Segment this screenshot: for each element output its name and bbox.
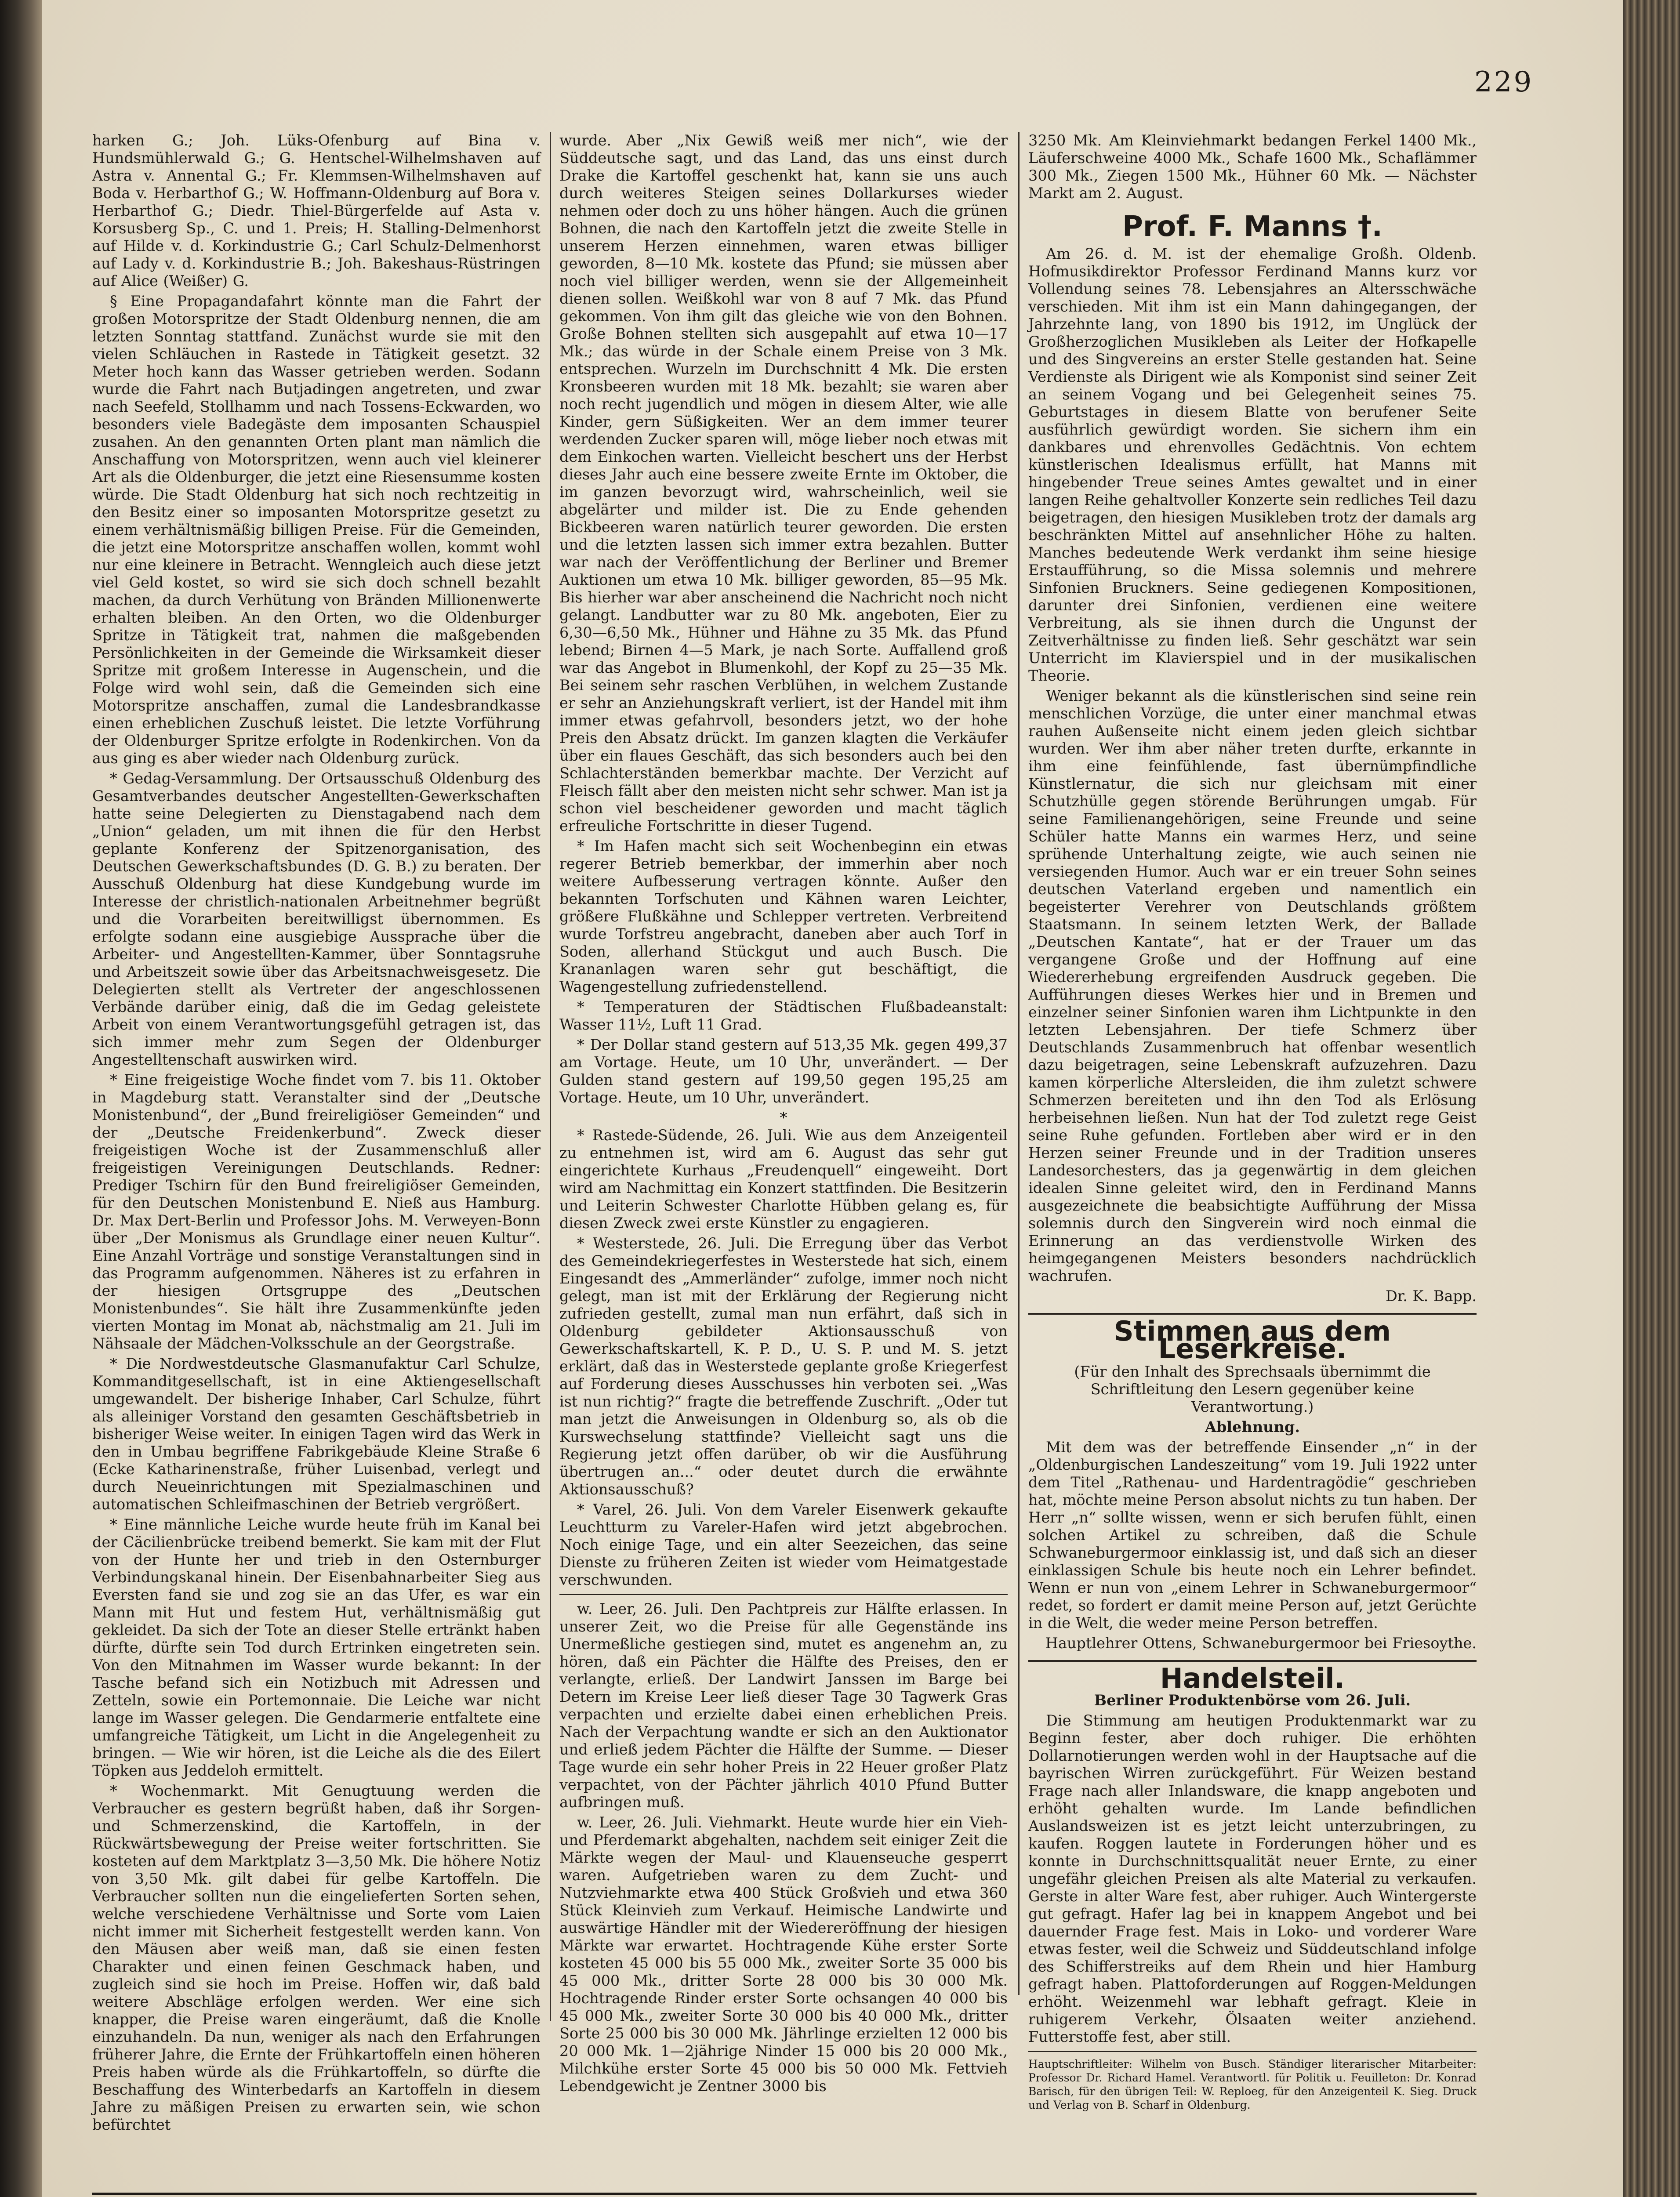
article-temperatures: * Temperaturen der Städtischen Flußbadeanstalt: Wasser 11½, Luft 11 Grad. (559, 998, 1008, 1033)
book-page-edges (1623, 0, 1680, 2197)
readers-letter-text: Mit dem was der betreffende Einsender „n“ in der „Oldenburgischen Landeszeitung“ vom 19. Juli 1922 unter dem Titel „Rathenau- und Hardentragödie“ geschrieben hat, möchte meine Person absolut nichts zu tun haben. Der Herr „n“ sollte wissen, wenn er sich berufen fühlt, einen solchen Artikel zu schreiben, daß die Schule Schwaneburgermoor einklassig ist, und daß sich an dieser einklassigen Schule bis heute noch ein Lehrer befindet. Wenn er nun von „einem Lehrer in Schwaneburgermoor“ redet, so fordert er damit meine Person auf, jetzt Gerüchte in die Welt, die weder meine Person betreffen. (1028, 1439, 1477, 1631)
article-varel: * Varel, 26. Juli. Von dem Vareler Eisenwerk gekaufte Leuchtturm zu Vareler-Hafen wird jetzt abgebrochen. Noch einige Tage, und ein alter Seezeichen, das seine Dienste zu früheren Zeiten ist wieder vom Heimatgestade verschwunden. (559, 1501, 1008, 1588)
article-harbour: * Im Hafen macht sich seit Wochenbeginn ein etwas regerer Betrieb bemerkbar, der immerhin aber noch weitere Aufbesserung vertragen könnte. Außer den bekannten Torfschuten und Kähnen waren Leichter, größere Flußkähne und Schlepper vertreten. Verbreitend wurde Torfstreu angebracht, daneben aber auch Torf in Soden, allerhand Stückgut und auch Busch. Die Krananlagen waren sehr gut beschäftigt, die Wagengestellung zufriedenstellend. (559, 837, 1008, 995)
article-leer-cattle-market: w. Leer, 26. Juli. Viehmarkt. Heute wurde hier ein Vieh- und Pferdemarkt abgehalten, nachdem seit einiger Zeit die Märkte wegen der Maul- und Klauenseuche gesperrt waren. Aufgetrieben waren zu dem Zucht- und Nutzviehmarkte etwa 400 Stück Großvieh und etwa 360 Stück Kleinvieh zum Verkauf. Heimische Landwirte und auswärtige Händler mit der Wiedereröffnung der hiesigen Märkte war erwartet. Hochtragende Kühe erster Sorte kosteten 45 000 bis 55 000 Mk., zweiter Sorte 35 000 bis 45 000 Mk., dritter Sorte 28 000 bis 30 000 Mk. Hochtragende Rinder erster Sorte ochsangen 40 000 bis 45 000 Mk., zweiter Sorte 30 000 bis 40 000 Mk., dritter Sorte 25 000 bis 30 000 Mk. Jährlinge erzielten 12 000 bis 20 000 Mk. 1—2jährige Ninder 15 000 bis 20 000 Mk., Milchkühe erster Sorte 45 000 bis 50 000 Mk. Fettvieh Lebendgewicht je Zentner 3000 bis (559, 1814, 1008, 2095)
imprint: Hauptschriftleiter: Wilhelm von Busch. Ständiger literarischer Mitarbeiter: Professor Dr. Richard Hamel. Verantwortl. für Politik u. Feuilleton: Dr. Konrad Barisch, für den übrigen Teil: W. Reploeg, für den Anzeigenteil K. Sieg. Druck und Verlag von B. Scharf in Oldenburg. (1028, 2058, 1477, 2111)
book-binding-left (0, 0, 42, 2197)
column-rule-1 (550, 132, 551, 2021)
article-weekly-market: * Wochenmarkt. Mit Genugtuung werden die Verbraucher es gestern begrüßt haben, daß ihr Sorgen- und Schmerzenskind, die Kartoffeln, in der Rückwärtsbewegung der Preise weiter fortschritten. Sie kosteten auf dem Marktplatz 3—3,50 Mk. Die höhere Notiz von 3,50 Mk. gilt dabei für gelbe Kartoffeln. Die Verbraucher sollten nun die eingelieferten Sorten sehen, welche verschiedene Verhältnisse und Sorte vom Laien nicht immer mit Sicherheit festgestellt werden kann. Von den Mäusen aber weiß man, daß sie einen festen Charakter und einen feinen Geschmack haben, und zugleich sind sie hoch im Preise. Hoffen wir, daß bald weitere Abschläge erfolgen werden. Wer eine sich knapper, die Preise waren eingeräumt, daß die Knolle einzuhandeln. Da nun, weniger als nach den Erfahrungen früherer Jahre, die Ernte der Frühkartoffeln einen höheren Preis haben würde als die Frühkartoffeln, so dürfte die Beschaffung des Winterbedarfs an Kartoffeln in diesem Jahre zu mäßigen Preisen zu erwarten sein, wie schon befürchtet (92, 1782, 541, 2133)
readers-letter-signature: Hauptlehrer Ottens, Schwaneburgermoor bei Friesoythe. (1045, 1635, 1477, 1652)
column-3 (1028, 132, 1477, 2111)
obituary-signature: Dr. K. Bapp. (1386, 1287, 1477, 1305)
column-1 (92, 132, 541, 2133)
article-market-continued: wurde. Aber „Nix Gewiß weiß mer nich“, wie der Süddeutsche sagt, und das Land, das uns einst durch Drake die Kartoffel geschenkt hat, kann sie uns auch durch weiteres Steigen seines Dollarkurses wieder nehmen oder doch zu uns höher hängen. Auch die grünen Bohnen, die nach den Kartoffeln jetzt die zweite Stelle in unserem Herzen einnehmen, waren etwas billiger geworden, 8—10 Mk. kostete das Pfund; sie müssen aber noch viel billiger werden, wenn sie der Allgemeinheit dienen sollen. Weißkohl war von 8 auf 7 Mk. das Pfund gekommen. Von ihm gilt das gleiche wie von den Bohnen. Große Bohnen stellten sich ausgepahlt auf etwa 10—17 Mk.; das würde in der Schale einem Preise von 3 Mk. entsprechen. Wurzeln im Durchschnitt 4 Mk. Die ersten Kronsbeeren wurden mit 18 Mk. bezahlt; sie waren aber noch recht jugendlich und mögen in diesem Alter, wie alle Kinder, gern Süßigkeiten. Wer an dem immer teurer werdenden Zucker sparen will, möge lieber noch etwas mit dem Einkochen warten. Vielleicht beschert uns der Herbst dieses Jahr auch eine bessere zweite Ernte im Oktober, die im ganzen bevorzugt wird, wahrscheinlich, weil sie abgelärter und milder ist. Die zu Ende gehenden Bickbeeren waren natürlich teurer geworden. Die ersten und die letzten lassen sich immer extra bezahlen. Butter war nach der Veröffentlichung der Berliner und Bremer Auktionen um etwa 10 Mk. billiger geworden, 85—95 Mk. Bis hierher war aber anscheinend die Nachricht noch nicht gelangt. Landbutter war zu 80 Mk. angeboten, Eier zu 6,30—6,50 Mk., Hühner und Hähne zu 35 Mk. das Pfund lebend; Birnen 4—5 Mark, je nach Sorte. Auffallend groß war das Angebot in Blumenkohl, der Kopf zu 25—35 Mk. Bei seinem sehr raschen Verblühen, in welchem Zustande er sehr an Anziehungskraft verliert, ist der Handel mit ihm immer etwas gefahrvoll, besonders jetzt, wo der hohe Preis den Absatz drückt. Im ganzen klagten die Verkäufer über ein flaues Geschäft, das sich besonders auch bei den Schlachterständen bemerkbar machte. Der Verzicht auf Fleisch fällt aber den meisten nicht sehr schwer. Man ist ja schon viel bescheidener geworden und macht täglich erfreuliche Fortschritte in dieser Tugend. (559, 132, 1008, 834)
trade-section-title: Handelsteil. (1160, 1662, 1345, 1694)
article-glass-manufactory: * Die Nordwestdeutsche Glasmanufaktur Carl Schulze, Kommanditgesellschaft, ist in eine Aktiengesellschaft umgewandelt. Der bisherige Inhaber, Carl Schulze, führt als alleiniger Vorstand den gesamten Geschäftsbetrieb in bisheriger Weise weiter. In einigen Tagen wird das Werk in den in Umbau begriffene Fabrikgebäude Kleine Straße 6 (Ecke Katharinenstraße, früher Luisenbad, verlegt und durch Neueinrichtungen mit Spezialmaschinen und automatischen Schleifmaschinen der Betrieb vergrößert. (92, 1355, 541, 1513)
article-gedag-meeting: * Gedag-Versammlung. Der Ortsausschuß Oldenburg des Gesamtverbandes deutscher Angestellten-Gewerkschaften hatte seine Delegierten zu Dienstagabend nach dem „Union“ geladen, um mit ihnen die für den Herbst geplante Konferenz der Spitzenorganisation, des Deutschen Gewerkschaftsbundes (D. G. B.) zu beraten. Der Ausschuß Oldenburg hat diese Kundgebung wurde im Interesse der christlich-nationalen Arbeitnehmer begrüßt und die Vorarbeiten bereitwilligst übernommen. Es erfolgte sodann eine ausgiebige Aussprache über die Arbeiter- und Angestellten-Kammer, über Sonntagsruhe und Arbeitszeit sowie über das Arbeitsnachweisgesetz. Die Delegierten stellt als Vertreter der angeschlossenen Verbände darüber einig, daß die im Gedag geleistete Arbeit von einem Verantwortungsgefühl getragen ist, das sich immer mehr zum Segen der Oldenburger Angestelltenschaft auswirken wird. (92, 770, 541, 1068)
obituary-title: Prof. F. Manns †. (1122, 210, 1382, 243)
trade-report-text: Die Stimmung am heutigen Produktenmarkt war zu Beginn fester, aber doch ruhiger. Die erhöhten Dollarnotierungen werden wohl in der Hauptsache auf die bayrischen Wirren zurückgeführt. Für Weizen bestand Frage nach aller Inlandsware, die knapp angeboten und erhöht gehalten wurde. Im Lande befindlichen Auslandsweizen ist es jetzt leicht unterzubringen, zu kaufen. Roggen lautete in Forderungen höher und es konnte in Durchschnittsqualität neuer Ernte, zu einer ungefähr gleichen Preisen als alte Material zu verkaufen. Gerste in alter Ware fest, aber ruhiger. Auch Wintergerste gut gefragt. Hafer lag bei in knappem Angebot und bei dauernder Frage fest. Mais in Loko- und vorderer Ware etwas fester, weil die Schweiz und Süddeutschland infolge des Schifferstreiks auf dem Rhein und hier Hamburg gefragt haben. Plattoforderungen auf Roggen-Meldungen erhöht. Weizenmehl war lebhaft gefragt. Kleie in ruhigerem Verkehr, Ölsaaten weiter anziehend. Futterstoffe fest, aber still. (1028, 1712, 1477, 2045)
readers-section-title: Stimmen aus dem Leserkreise. (1114, 1315, 1391, 1365)
trade-section-subtitle: Berliner Produktenbörse vom 26. Juli. (1094, 1692, 1411, 1709)
column-rule-2 (1018, 132, 1020, 1995)
obituary-paragraph-2: Weniger bekannt als die künstlerischen sind seine rein menschlichen Vorzüge, die unter einer manchmal etwas rauhen Außenseite nicht einem jeden gleich sichtbar wurden. Wer ihm aber näher treten durfte, erkannte in ihm eine feinfühlende, fast übernümpfindliche Künstlernatur, die sich nur gleichsam mit einer Schutzhülle gegen störende Berührungen umgab. Für seine Familienangehörigen, seine Freunde und seine Schüler hatte Manns ein warmes Herz, und seine sprühende Unterhaltung zeigte, wie auch seinen nie versiegenden Humor. Auch war er ein treuer Sohn seines deutschen Vaterland ergeben und namentlich ein begeisterter Verehrer von Deutschlands größtem Staatsmann. In seinem letzten Werk, der Ballade „Deutschen Kantate“, hat er der Trauer um das vergangene Große und der Hoffnung auf eine Wiedererhebung ergreifenden Ausdruck gegeben. Die Aufführungen dieses Werkes hier und in Bremen und einzelner seiner Sinfonien waren ihm Lichtpunkte in den letzten Lebensjahren. Der tiefe Schmerz über Deutschlands Zusammenbruch hat offenbar wesentlich dazu beigetragen, seine Lebenskraft aufzuzehren. Dazu kamen körperliche Altersleiden, die ihm zuletzt schwere Schmerzen bereiteten und ihn den Tod als Erlösung herbeisehnen ließen. Nun hat der Tod zuletzt rege Geist seine Ruhe gefunden. Fortleben aber wird er in den Herzen seiner Freunde und in der Tradition unseres Landesorchesters, das ja gegenwärtig in dem gleichen idealen Sinne geleitet wird, den in Ferdinand Manns ausgezeichnete die beabsichtigte Aufführung der Missa solemnis durch den Singverein wird noch einmal die Erinnerung an das verdienstvolle Wirken des heimgegangenen Meisters besonders nachdrücklich wachrufen. (1028, 687, 1477, 1284)
advertisement-precious-metals (92, 2193, 1477, 2197)
newspaper-page (42, 0, 1623, 2197)
divider (1028, 2051, 1477, 2052)
readers-section-note: (Für den Inhalt des Sprechsaals übernimmt die Schriftleitung den Lesern gegenüber keine Verantwortung.) (1074, 1363, 1431, 1415)
divider (1028, 1313, 1477, 1315)
page-number: 229 (1474, 66, 1534, 98)
article-dollar-rate: * Der Dollar stand gestern auf 513,35 Mk. gegen 499,37 am Vortage. Heute, um 10 Uhr, unverändert. — Der Gulden stand gestern auf 199,50 gegen 195,25 am Vortage. Heute, um 10 Uhr, unverändert. (559, 1036, 1008, 1106)
article-cattle-market-end: 3250 Mk. Am Kleinviehmarkt bedangen Ferkel 1400 Mk., Läuferschweine 4000 Mk., Schafe 1600 Mk., Schaflämmer 300 Mk., Ziegen 1500 Mk., Hühner 60 Mk. — Nächster Markt am 2. August. (1028, 132, 1477, 202)
article-rastede: * Rastede-Südende, 26. Juli. Wie aus dem Anzeigenteil zu entnehmen ist, wird am 6. August das sehr gut eingerichtete Kurhaus „Freudenquell“ eingeweiht. Dort wird am Nachmittag ein Konzert stattfinden. Die Besitzerin und Leiterin Schwester Charlotte Hübben gelang es, für diesen Zweck zwei erste Künstler zu engagieren. (559, 1127, 1008, 1232)
section-star-divider: * (780, 1109, 787, 1127)
divider (559, 1594, 1008, 1595)
article-fire-engine: § Eine Propagandafahrt könnte man die Fahrt der großen Motorspritze der Stadt Oldenburg nennen, die am letzten Sonntag stattfand. Zunächst wurde sie mit den vielen Schläuchen in Rastede in Tätigkeit gesetzt. 32 Meter hoch kann das Wasser getrieben werden. Sodann wurde die Fahrt nach Butjadingen angetreten, und zwar nach Seefeld, Stollhamm und nach Tossens-Eckwarden, wo besonders viele Badegäste dem imposanten Schauspiel zusahen. An den genannten Orten plant man nämlich die Anschaffung von Motorspritzen, wenn auch viel kleinerer Art als die Oldenburger, die jetzt eine Riesensumme kosten würde. Die Stadt Oldenburg hat sich noch rechtzeitig in den Besitz einer so imposanten Motorspritze gesetzt zu einem verhältnismäßig billigen Preise. Für die Gemeinden, die jetzt eine Motorspritze anschaffen wollen, kommt wohl nur eine kleinere in Betracht. Wenngleich auch diese jetzt viel Geld kostet, so wird sie sich doch schnell bezahlt machen, da durch Verhütung von Bränden Millionenwerte erhalten bleiben. An den Orten, wo die Oldenburger Spritze in Tätigkeit trat, nahmen die maßgebenden Persönlichkeiten in der Gemeinde die Wirksamkeit dieser Spritze mit großem Interesse in Augenschein, und die Folge wird wohl sein, daß die Gemeinden sich eine Motorspritze anschaffen, zumal die Landesbrandkasse einen erheblichen Zuschuß leistet. Die letzte Vorführung der Oldenburger Spritze erfolgte in Rodenkirchen. Von da aus ging es aber wieder nach Oldenburg zurück. (92, 293, 541, 767)
article-body-found: * Eine männliche Leiche wurde heute früh im Kanal bei der Cäcilienbrücke treibend bemerkt. Sie kam mit der Flut von der Hunte her und trieb in den Osternburger Verbindungskanal hinein. Der Eisenbahnarbeiter Sieg aus Eversten fand sie und zog sie an das Ufer, es war ein Mann mit Hut und festem Hut, verhältnismäßig gut gekleidet. Da sich der Tote an dieser Stelle ertränkt haben dürfte, dürfte sein Tod durch Ertrinken eingetreten sein. Von den Mitnahmen im Wasser wurde bekannt: In der Tasche befand sich ein Notizbuch mit Adressen und Zetteln, sowie ein Portemonnaie. Die Leiche war nicht lange im Wasser gelegen. Die Gendarmerie entfaltete eine umfangreiche Tätigkeit, um Licht in die Angelegenheit zu bringen. — Wie wir hören, ist die Leiche als die des Eilert Töpken aus Jeddeloh ermittelt. (92, 1516, 541, 1779)
obituary-paragraph-1: Am 26. d. M. ist der ehemalige Großh. Oldenb. Hofmusikdirektor Professor Ferdinand Manns kurz vor Vollendung seines 78. Lebensjahres an Altersschwäche verschieden. Mit ihm ist ein Mann dahingegangen, der Jahrzehnte lang, von 1890 bis 1912, im Unglück der Großherzoglichen Musikleben als Leiter der Hofkapelle und des Singvereins an erster Stelle gestanden hat. Seine Verdienste als Dirigent wie als Komponist sind seiner Zeit an seinem Vogang und bei Gelegenheit seines 75. Geburtstages in diesem Blatte von berufener Seite ausführlich gewürdigt worden. Sie sichern ihm ein dankbares und ehrenvolles Gedächtnis. Von echtem künstlerischen Idealismus erfüllt, hat Manns mit hingebender Treue seines Amtes gewaltet und in einer langen Reihe gehaltvoller Konzerte sein redliches Teil dazu beigetragen, den hiesigen Musikleben trotz der damals arg beschränkten Mittel auf ansehnlicher Höhe zu halten. Manches bedeutende Werk verdankt ihm seine hiesige Erstaufführung, so die Missa solemnis und mehrere Sinfonien Bruckners. Seine gediegenen Kompositionen, darunter drei Sinfonien, verdienen eine weitere Verbreitung, als sie ihnen durch die Ungunst der Zeitverhältnisse zu finden ließ. Sehr geschätzt war sein Unterricht im Klavierspiel und in der musikalischen Theorie. (1028, 245, 1477, 684)
article-dog-show-results: harken G.; Joh. Lüks-Ofenburg auf Bina v. Hundsmühlerwald G.; G. Hentschel-Wilhelmshaven auf Astra v. Annental G.; Fr. Klemmsen-Wilhelmshaven auf Boda v. Herbarthof G.; W. Hoffmann-Oldenburg auf Bora v. Herbarthof G.; Diedr. Thiel-Bürgerfelde auf Asta v. Korsusberg Sp., C. und 1. Preis; H. Stalling-Delmenhorst auf Hilde v. d. Korkindustrie G.; Carl Schulz-Delmenhorst auf Lady v. d. Korkindustrie B.; Joh. Bakeshaus-Rüstringen auf Alice (Weißer) G. (92, 132, 541, 290)
article-westerstede: * Westerstede, 26. Juli. Die Erregung über das Verbot des Gemeindekriegerfestes in Westerstede hat sich, einem Eingesandt des „Ammerländer“ zufolge, immer noch nicht gelegt, man ist mit der Erklärung der Regierung nicht zufrieden gestellt, zumal man nun erfährt, daß sich in Oldenburg gebildeter Aktionsausschuß von Gewerkschaftskartell, K. P. D., U. S. P. und M. S. jetzt erklärt, daß das in Westerstede geplante große Kriegerfest auf Forderung dieses Ausschusses hin verboten sei. „Was ist nun richtig?“ fragte die betreffende Zuschrift. „Oder tut man jetzt die Anweisungen in Oldenburg so, als ob die Kurswechselung stattfinde? Vielleicht sagt uns die Regierung jetzt offen darüber, ob wir die Ausführung übertrugen an...“ oder deutet durch die erwähnte Aktionsausschuß? (559, 1235, 1008, 1498)
readers-letter-title: Ablehnung. (1205, 1418, 1300, 1436)
divider (1028, 1660, 1477, 1662)
article-leer-lease: w. Leer, 26. Juli. Den Pachtpreis zur Hälfte erlassen. In unserer Zeit, wo die Preise für alle Gegenstände ins Unermeßliche gestiegen sind, mutet es angenehm an, zu hören, daß ein Pächter die Hälfte des Preises, den er verlangte, erließ. Der Landwirt Janssen im Barge bei Detern im Kreise Leer ließ dieser Tage 30 Tagwerk Gras verpachten und erzielte dabei einen erheblichen Preis. Nach der Verpachtung wandte er sich an den Auktionator und erließ jedem Pächter die Hälfte der Summe. — Dieser Tage wurde ein sehr hoher Preis in 22 Heuer großer Platz verpachtet, von der Pächter jährlich 4010 Pfund Butter aufbringen muß. (559, 1600, 1008, 1811)
article-freethinker-week: * Eine freigeistige Woche findet vom 7. bis 11. Oktober in Magdeburg statt. Veranstalter sind der „Deutsche Monistenbund“, der „Bund freireligiöser Gemeinden“ und der „Deutsche Freidenkerbund“. Zweck dieser freigeistigen Woche ist der Zusammenschluß aller freigeistigen Vereinigungen Deutschlands. Redner: Prediger Tschirn für den Bund freireligiöser Gemeinden, für den Deutschen Monistenbund E. Nieß aus Hamburg. Dr. Max Dert-Berlin und Professor Johs. M. Verweyen-Bonn über „Der Monismus als Grundlage einer neuen Kultur“. Eine Anzahl Vorträge und sonstige Veranstaltungen sind in das Programm aufgenommen. Näheres ist zu erfahren in der hiesigen Ortsgruppe des „Deutschen Monistenbundes“. Sie hält ihre Zusammenkünfte jeden vierten Montag im Monat ab, nächstmalig am 21. Juli im Nähsaale der Mädchen-Volksschule an der Georgstraße. (92, 1071, 541, 1352)
column-2 (559, 132, 1008, 2095)
